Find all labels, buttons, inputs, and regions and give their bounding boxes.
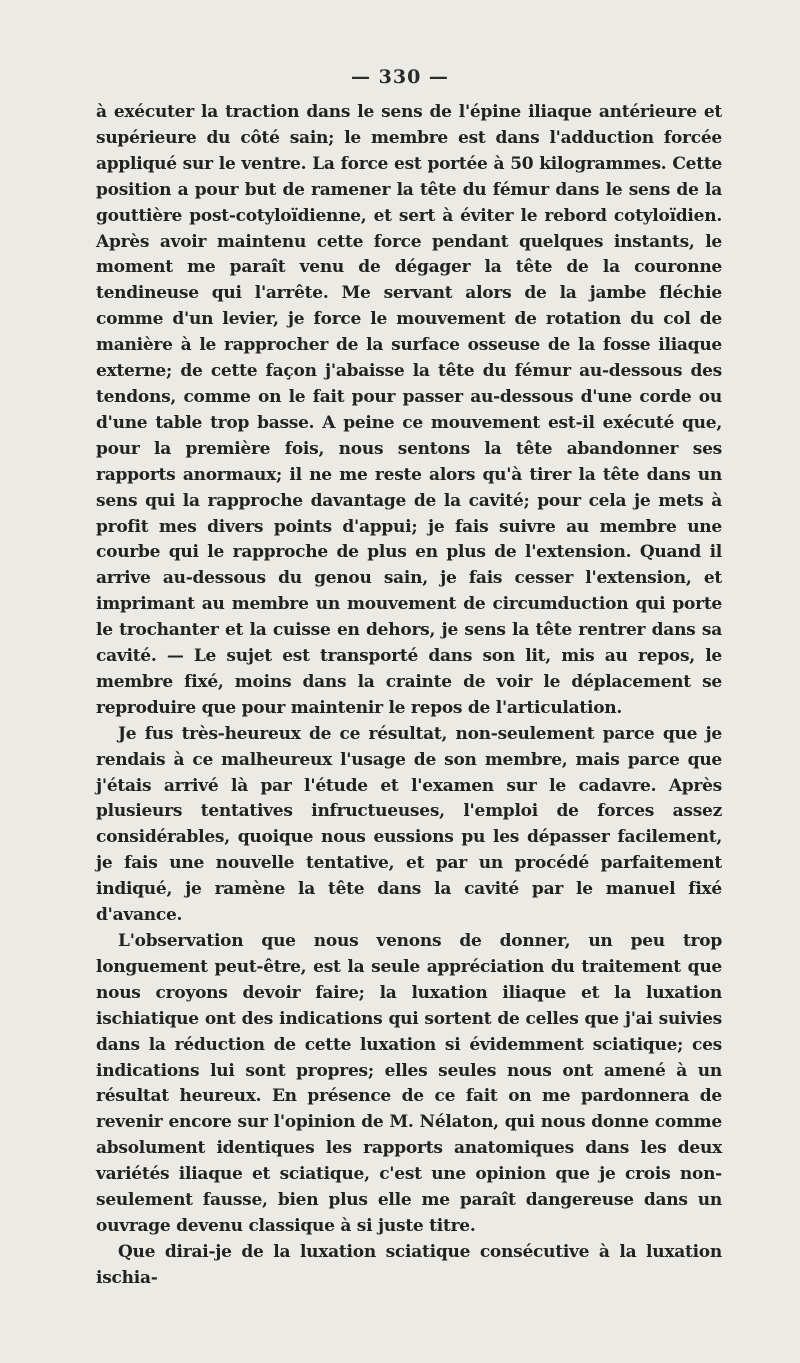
page-number: — 330 — <box>351 66 449 88</box>
paragraph-3: L'observation que nous venons de donner, un peu trop longuement peut-être, est la seule appréciation du traitement que nous croyons devoir faire; la luxation iliaque et la luxation ischiatique ont des indications qui sortent de celles que j'ai suivies dans la réduction de cette luxation si évidemment sciatique; ces indications lui sont propres; elles seules nous ont amené à un résultat heureux. En présence de ce fait on me pardonnera de revenir encore sur l'opinion de M. Nélaton, qui nous donne comme absolument identiques les rapports anatomiques dans les deux variétés iliaque et sciatique, c'est une opinion que je crois non-seulement fausse, bien plus elle me paraît dangereuse dans un ouvrage devenu classique à si juste titre. <box>96 931 722 1236</box>
paragraph-4: Que dirai-je de la luxation sciatique consécutive à la luxation ischia- <box>96 1241 722 1288</box>
paragraph-2: Je fus très-heureux de ce résultat, non-seulement parce que je rendais à ce malheureux l'usage de son membre, mais parce que j'étais arrivé là par l'étude et l'examen sur le cadavre. Après plusieurs tentatives infructueuses, l'emploi de forces assez considérables, quoique nous eussions pu les dépasser facilement, je fais une nouvelle tentative, et par un procédé parfaitement indiqué, je ramène la tête dans la cavité par le manuel fixé d'avance. <box>96 723 722 926</box>
body-text <box>96 100 722 1292</box>
paragraph-1: à exécuter la traction dans le sens de l'épine iliaque antérieure et supérieure du côté sain; le membre est dans l'adduction forcée appliqué sur le ventre. La force est portée à 50 kilogrammes. Cette position a pour but de ramener la tête du fémur dans le sens de la gouttière post-cotyloïdienne, et sert à éviter le rebord cotyloïdien. Après avoir maintenu cette force pendant quelques instants, le moment me paraît venu de dégager la tête de la couronne tendineuse qui l'arrête. Me servant alors de la jambe fléchie comme d'un levier, je force le mouvement de rotation du col de manière à le rapprocher de la surface osseuse de la fosse iliaque externe; de cette façon j'abaisse la tête du fémur au-dessous des tendons, comme on le fait pour passer au-dessous d'une corde ou d'une table trop basse. A peine ce mouvement est-il exécuté que, pour la première fois, nous sentons la tête abandonner ses rapports anormaux; il ne me reste alors qu'à tirer la tête dans un sens qui la rapproche davantage de la cavité; pour cela je mets à profit mes divers points d'appui; je fais suivre au membre une courbe qui le rapproche de plus en plus de l'extension. Quand il arrive au-dessous du genou sain, je fais cesser l'extension, et imprimant au membre un mouvement de circumduction qui porte le trochanter et la cuisse en dehors, je sens la tête rentrer dans sa cavité. — Le sujet est transporté dans son lit, mis au repos, le membre fixé, moins dans la crainte de voir le déplacement se reproduire que pour maintenir le repos de l'articulation. <box>96 102 722 718</box>
